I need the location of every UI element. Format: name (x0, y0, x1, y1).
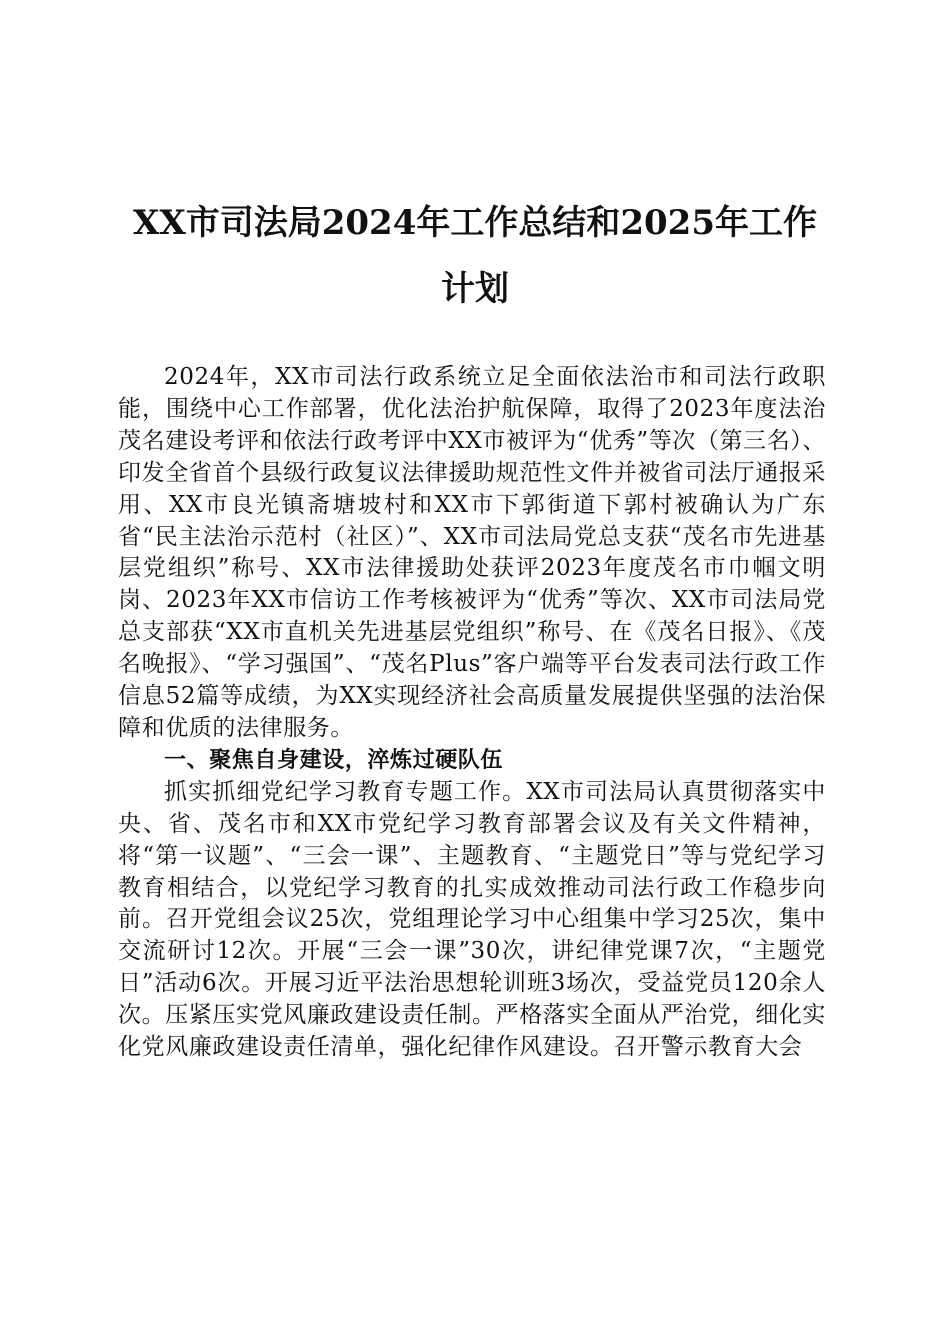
intro-paragraph: 2024年，XX市司法行政系统立足全面依法治市和司法行政职能，围绕中心工作部署，优化法治护航保障，取得了2023年度法治茂名建设考评和依法行政考评中XX市被评为“优秀”等次（第三名）、印发全省首个县级行政复议法律援助规范性文件并被省司法厅通报采用、XX市良光镇斋塘坡村和XX市下郭街道下郭村被确认为广东省“民主法治示范村（社区）”、XX市司法局党总支获“茂名市先进基层党组织”称号、XX市法律援助处获评2023年度茂名市巾帼文明岗、2023年XX市信访工作考核被评为“优秀”等次、XX市司法局党总支部获“XX市直机关先进基层党组织”称号、在《茂名日报》、《茂名晚报》、“学习强国”、“茂名Plus”客户端等平台发表司法行政工作信息52篇等成绩，为XX实现经济社会高质量发展提供坚强的法治保障和优质的法律服务。 (118, 364, 826, 741)
title-line-2: 计划 (441, 269, 509, 309)
section-1-heading: 一、聚焦自身建设，淬炼过硬队伍 (164, 747, 504, 773)
section-1-paragraph: 抓实抓细党纪学习教育专题工作。XX市司法局认真贯彻落实中央、省、茂名市和XX市党纪学习教育部署会议及有关文件精神，将“第一议题”、“三会一课”、主题教育、“主题党日”等与党纪学习教育相结合，以党纪学习教育的扎实成效推动司法行政工作稳步向前。召开党组会议25次，党组理论学习中心组集中学习25次，集中交流研讨12次。开展“三会一课”30次，讲纪律党课7次，“主题党日”活动6次。开展习近平法治思想轮训班3场次，受益党员120余人次。压紧压实党风廉政建设责任制。严格落实全面从严治党，细化实化党风廉政建设责任清单，强化纪律作风建设。召开警示教育大会 (118, 778, 826, 1061)
document-title (100, 190, 850, 322)
document-body (118, 362, 826, 1064)
title-line-1: XX市司法局2024年工作总结和2025年工作 (132, 203, 818, 243)
